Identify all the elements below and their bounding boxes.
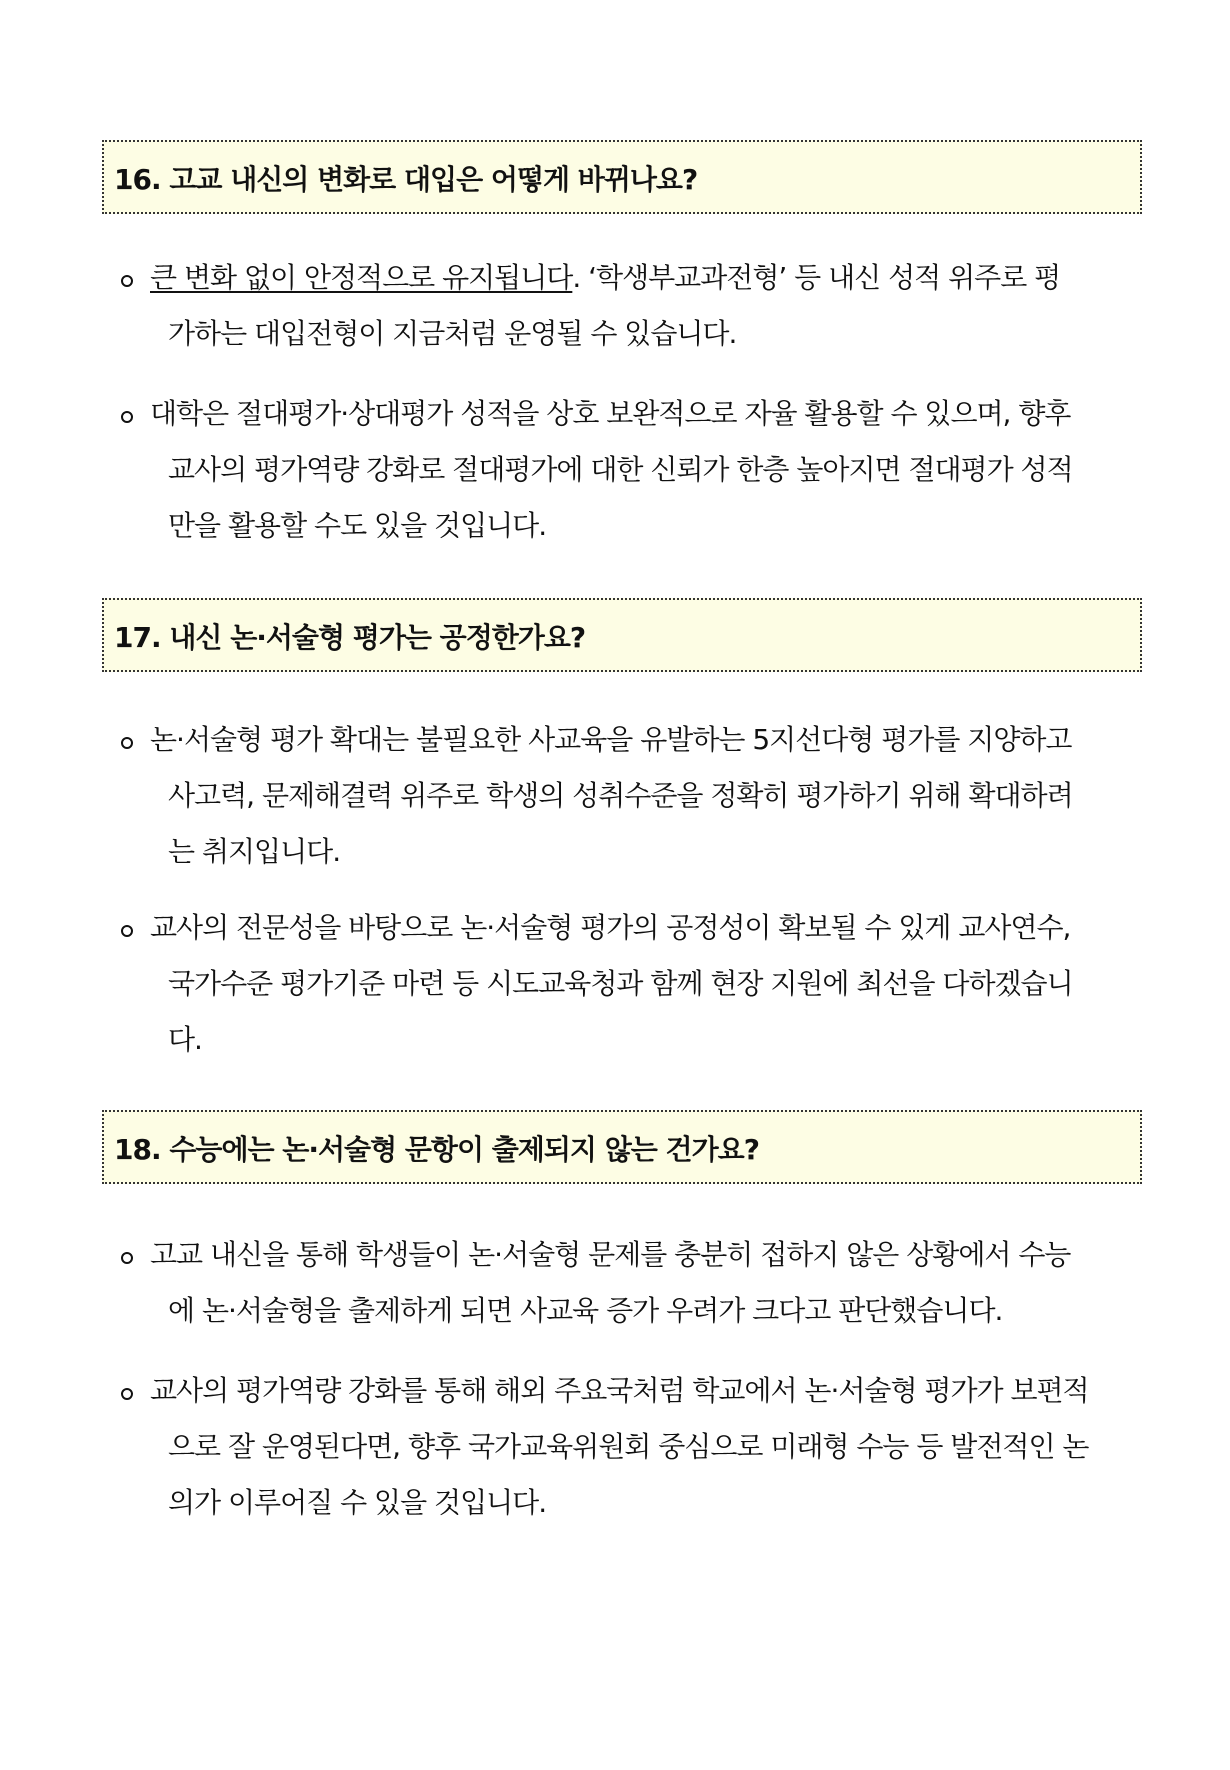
question-title-16: 16. 고교 내신의 변화로 대입은 어떻게 바뀌나요? (114, 163, 698, 196)
answer-line-text: ‘학생부교과전형’ 등 내신 성적 위주로 평 (588, 261, 1061, 294)
question-title-18: 18. 수능에는 논·서술형 문항이 출제되지 않는 건가요? (114, 1133, 759, 1166)
answer-line: 에 논·서술형을 출제하게 되면 사교육 증가 우려가 크다고 판단했습니다. (168, 1294, 1003, 1327)
bullet-circle-icon (121, 925, 133, 937)
answer-line: 교사의 평가역량 강화로 절대평가에 대한 신뢰가 한층 높아지면 절대평가 성적 (168, 453, 1073, 486)
question-box-18 (102, 1110, 1142, 1184)
answer-line: 으로 잘 운영된다면, 향후 국가교육위원회 중심으로 미래형 수능 등 발전적인 논 (168, 1430, 1089, 1463)
emphasis-suffix: . (572, 261, 589, 294)
bullet-circle-icon (121, 275, 133, 287)
answer-line: 논·서술형 평가 확대는 불필요한 사교육을 유발하는 5지선다형 평가를 지양하고 (150, 723, 1072, 756)
bullet-circle-icon (121, 1388, 133, 1400)
question-title-17: 17. 내신 논·서술형 평가는 공정한가요? (114, 621, 586, 654)
answer-line: 고교 내신을 통해 학생들이 논·서술형 문제를 충분히 접하지 않은 상황에서 수능 (150, 1238, 1071, 1271)
bullet-circle-icon (121, 411, 133, 423)
answer-line: 국가수준 평가기준 마련 등 시도교육청과 함께 현장 지원에 최선을 다하겠습니 (168, 967, 1073, 1000)
bullet-circle-icon (121, 737, 133, 749)
question-box-16 (102, 140, 1142, 214)
answer-line: 가하는 대입전형이 지금처럼 운영될 수 있습니다. (168, 317, 737, 350)
answer-line: 교사의 평가역량 강화를 통해 해외 주요국처럼 학교에서 논·서술형 평가가 보편적 (150, 1374, 1089, 1407)
answer-line: 교사의 전문성을 바탕으로 논·서술형 평가의 공정성이 확보될 수 있게 교사연수, (150, 911, 1071, 944)
answer-line: 대학은 절대평가·상대평가 성적을 상호 보완적으로 자율 활용할 수 있으며, 향후 (150, 397, 1071, 430)
answer-line: 는 취지입니다. (168, 835, 341, 868)
answer-line (150, 260, 1060, 296)
question-box-17 (102, 598, 1142, 672)
emphasis-underlined-text: 큰 변화 없이 안정적으로 유지됩니다 (150, 261, 573, 294)
answer-line: 다. (168, 1023, 202, 1056)
answer-line: 만을 활용할 수도 있을 것입니다. (168, 509, 547, 542)
bullet-circle-icon (121, 1252, 133, 1264)
answer-line: 의가 이루어질 수 있을 것입니다. (168, 1486, 547, 1519)
answer-line: 사고력, 문제해결력 위주로 학생의 성취수준을 정확히 평가하기 위해 확대하려 (168, 779, 1073, 812)
